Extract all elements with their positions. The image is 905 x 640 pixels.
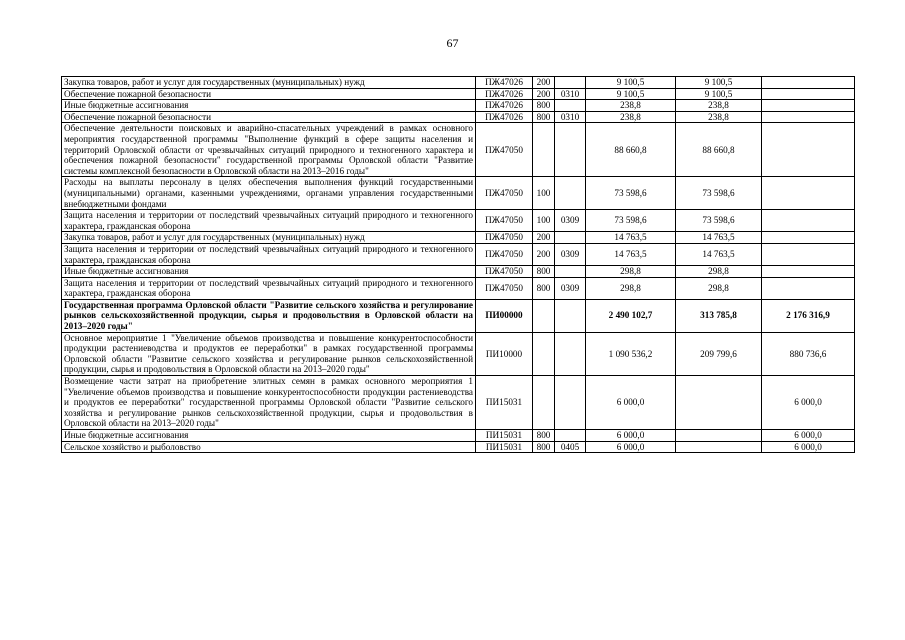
- row-code: ПЖ47050: [476, 232, 533, 244]
- row-section: [555, 332, 586, 375]
- row-name: Иные бюджетные ассигнования: [62, 266, 476, 278]
- row-amount-federal: [762, 177, 855, 210]
- row-expense-type: 200: [533, 77, 555, 89]
- row-name: Обеспечение пожарной безопасности: [62, 111, 476, 123]
- row-name: Обеспечение деятельности поисковых и аварийно-спасательных учреждений в рамках основного мероприятия государственной программы "Выполнение функций в сфере защиты населения и территорий Орловской области от чрезвычайных ситуаций природного и техногенного характера и обеспечения пожарной безопасности" государственной программы Орловской области "Развитие системы комплексной безопасности в Орловской области на 2013–2016 годы": [62, 123, 476, 177]
- row-amount-total: 6 000,0: [586, 376, 676, 430]
- row-section: [555, 100, 586, 112]
- row-code: ПИ15031: [476, 430, 533, 442]
- row-amount-federal: [762, 277, 855, 299]
- row-amount-regional: 238,8: [676, 111, 762, 123]
- row-amount-regional: 209 799,6: [676, 332, 762, 375]
- row-amount-regional: [676, 430, 762, 442]
- row-amount-regional: 298,8: [676, 277, 762, 299]
- row-section: [555, 376, 586, 430]
- row-amount-total: 238,8: [586, 111, 676, 123]
- row-name: Сельское хозяйство и рыболовство: [62, 441, 476, 453]
- row-name: Возмещение части затрат на приобретение элитных семян в рамках основного мероприятия 1 "Увеличение объемов производства и повышение конкурентоспособности продукции растениеводства и продуктов ее переработки" государственной программы Орловской области "Развитие сельского хозяйства и регулирование рынков сельскохозяйственной продукции, сырья и продовольствия в Орловской области на 2013–2020 годы": [62, 376, 476, 430]
- table-row: [62, 376, 855, 430]
- row-amount-federal: 6 000,0: [762, 430, 855, 442]
- row-code: ПЖ47050: [476, 266, 533, 278]
- row-section: 0310: [555, 88, 586, 100]
- row-amount-regional: 9 100,5: [676, 77, 762, 89]
- table-row: [62, 210, 855, 232]
- row-section: 0309: [555, 277, 586, 299]
- row-code: ПЖ47026: [476, 111, 533, 123]
- row-amount-regional: [676, 376, 762, 430]
- row-amount-federal: [762, 232, 855, 244]
- row-amount-total: 6 000,0: [586, 430, 676, 442]
- row-amount-regional: 88 660,8: [676, 123, 762, 177]
- row-name: Защита населения и территории от последствий чрезвычайных ситуаций природного и техногенного характера, гражданская оборона: [62, 277, 476, 299]
- row-expense-type: [533, 332, 555, 375]
- row-amount-federal: 6 000,0: [762, 441, 855, 453]
- row-section: 0309: [555, 243, 586, 265]
- row-expense-type: 800: [533, 111, 555, 123]
- row-code: ПЖ47050: [476, 210, 533, 232]
- table-row: [62, 243, 855, 265]
- row-code: ПИ10000: [476, 332, 533, 375]
- row-expense-type: 200: [533, 243, 555, 265]
- row-code: ПЖ47026: [476, 100, 533, 112]
- row-code: ПИ15031: [476, 441, 533, 453]
- row-expense-type: [533, 376, 555, 430]
- row-code: ПИ00000: [476, 299, 533, 332]
- row-amount-federal: [762, 266, 855, 278]
- row-expense-type: 800: [533, 430, 555, 442]
- row-amount-regional: 298,8: [676, 266, 762, 278]
- table-row: [62, 332, 855, 375]
- row-amount-total: 73 598,6: [586, 177, 676, 210]
- row-section: 0310: [555, 111, 586, 123]
- table-row: [62, 277, 855, 299]
- row-name: Защита населения и территории от последствий чрезвычайных ситуаций природного и техногенного характера, гражданская оборона: [62, 210, 476, 232]
- row-section: [555, 232, 586, 244]
- row-amount-federal: 880 736,6: [762, 332, 855, 375]
- table-row: [62, 88, 855, 100]
- row-code: ПЖ47050: [476, 177, 533, 210]
- table-row: [62, 266, 855, 278]
- row-name: Закупка товаров, работ и услуг для государственных (муниципальных) нужд: [62, 77, 476, 89]
- row-name: Закупка товаров, работ и услуг для государственных (муниципальных) нужд: [62, 232, 476, 244]
- row-code: ПЖ47050: [476, 123, 533, 177]
- table-body: [62, 77, 855, 453]
- row-code: ПИ15031: [476, 376, 533, 430]
- row-name: Иные бюджетные ассигнования: [62, 100, 476, 112]
- row-name: Защита населения и территории от последствий чрезвычайных ситуаций природного и техногенного характера, гражданская оборона: [62, 243, 476, 265]
- row-amount-total: 9 100,5: [586, 77, 676, 89]
- row-section: [555, 430, 586, 442]
- row-code: ПЖ47026: [476, 88, 533, 100]
- table-row: [62, 77, 855, 89]
- row-section: [555, 299, 586, 332]
- table-row: [62, 232, 855, 244]
- row-expense-type: [533, 299, 555, 332]
- row-expense-type: 100: [533, 177, 555, 210]
- row-amount-federal: [762, 100, 855, 112]
- row-name: Обеспечение пожарной безопасности: [62, 88, 476, 100]
- row-section: [555, 177, 586, 210]
- row-amount-regional: 14 763,5: [676, 232, 762, 244]
- row-name: Основное мероприятие 1 "Увеличение объемов производства и повышение конкурентоспособности продукции растениеводства и продуктов ее переработки" в рамках государственной программы Орловской области "Развитие сельского хозяйства и регулирование рынков сельскохозяйственной продукции, сырья и продовольствия в Орловской области на 2013–2020 годы": [62, 332, 476, 375]
- row-section: 0405: [555, 441, 586, 453]
- row-name: Государственная программа Орловской области "Развитие сельского хозяйства и регулирование рынков сельскохозяйственной продукции, сырья и продовольствия в Орловской области на 2013–2020 годы": [62, 299, 476, 332]
- row-amount-regional: 14 763,5: [676, 243, 762, 265]
- row-section: [555, 123, 586, 177]
- row-amount-total: 6 000,0: [586, 441, 676, 453]
- row-amount-federal: [762, 77, 855, 89]
- row-expense-type: 200: [533, 88, 555, 100]
- row-amount-total: 88 660,8: [586, 123, 676, 177]
- table-row: [62, 123, 855, 177]
- table-row: [62, 441, 855, 453]
- row-expense-type: 800: [533, 100, 555, 112]
- row-code: ПЖ47026: [476, 77, 533, 89]
- row-section: [555, 266, 586, 278]
- row-amount-total: 73 598,6: [586, 210, 676, 232]
- budget-table: [61, 76, 855, 453]
- row-amount-total: 9 100,5: [586, 88, 676, 100]
- row-amount-federal: 2 176 316,9: [762, 299, 855, 332]
- page-number: 67: [446, 36, 459, 50]
- table-row: [62, 430, 855, 442]
- row-amount-total: 1 090 536,2: [586, 332, 676, 375]
- row-amount-total: 238,8: [586, 100, 676, 112]
- row-name: Иные бюджетные ассигнования: [62, 430, 476, 442]
- row-amount-regional: 313 785,8: [676, 299, 762, 332]
- row-amount-federal: [762, 123, 855, 177]
- row-name: Расходы на выплаты персоналу в целях обеспечения выполнения функций государственными (муниципальными) органами, казенными учреждениями, органами управления государственными внебюджетными фондами: [62, 177, 476, 210]
- row-amount-federal: [762, 111, 855, 123]
- row-code: ПЖ47050: [476, 243, 533, 265]
- table-row: [62, 177, 855, 210]
- row-expense-type: 200: [533, 232, 555, 244]
- row-section: [555, 77, 586, 89]
- row-expense-type: 100: [533, 210, 555, 232]
- row-amount-total: 14 763,5: [586, 243, 676, 265]
- row-amount-regional: [676, 441, 762, 453]
- row-amount-total: 298,8: [586, 277, 676, 299]
- row-amount-regional: 73 598,6: [676, 210, 762, 232]
- row-amount-regional: 9 100,5: [676, 88, 762, 100]
- row-expense-type: 800: [533, 266, 555, 278]
- row-expense-type: 800: [533, 441, 555, 453]
- row-amount-total: 298,8: [586, 266, 676, 278]
- row-code: ПЖ47050: [476, 277, 533, 299]
- row-amount-federal: [762, 88, 855, 100]
- row-amount-federal: [762, 210, 855, 232]
- table-row: [62, 111, 855, 123]
- row-amount-federal: 6 000,0: [762, 376, 855, 430]
- row-amount-regional: 73 598,6: [676, 177, 762, 210]
- row-expense-type: [533, 123, 555, 177]
- row-amount-federal: [762, 243, 855, 265]
- row-expense-type: 800: [533, 277, 555, 299]
- row-amount-regional: 238,8: [676, 100, 762, 112]
- row-amount-total: 2 490 102,7: [586, 299, 676, 332]
- row-section: 0309: [555, 210, 586, 232]
- table-row: [62, 100, 855, 112]
- table-row: [62, 299, 855, 332]
- row-amount-total: 14 763,5: [586, 232, 676, 244]
